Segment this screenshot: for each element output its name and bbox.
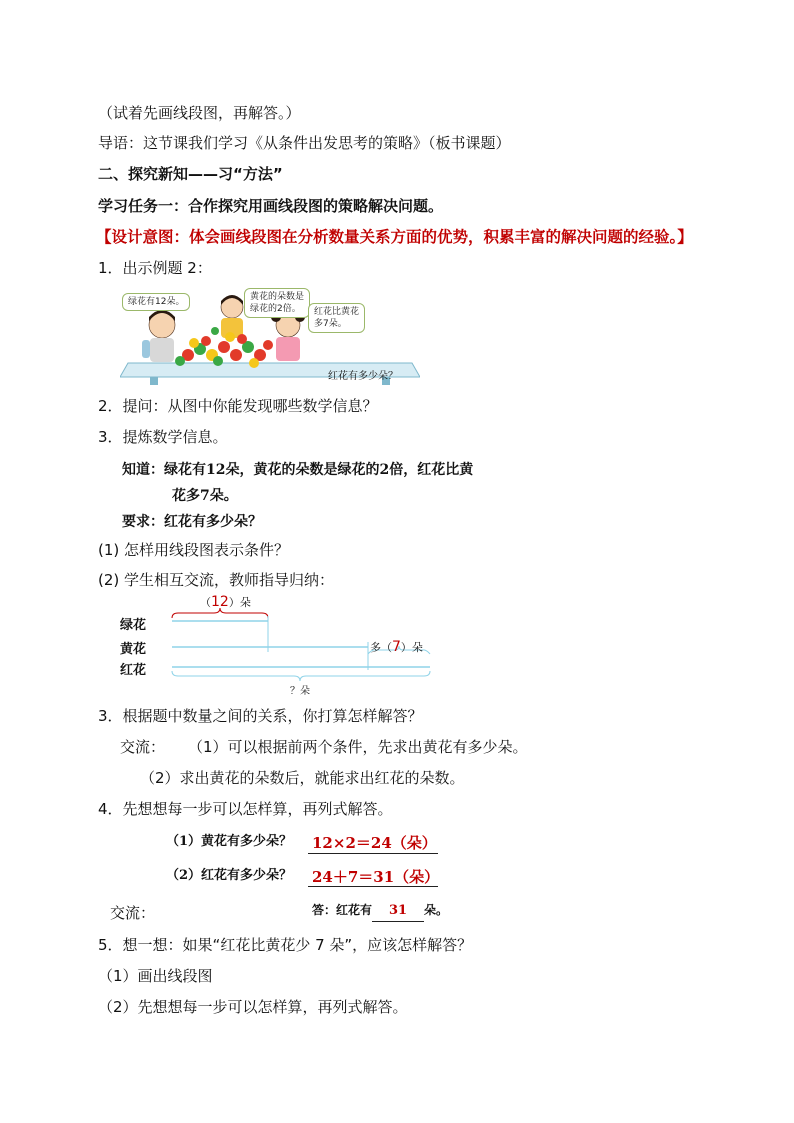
known-line-2: 花多7朵。	[172, 488, 238, 504]
step-5-1: （1）画出线段图	[98, 967, 213, 985]
more-count-value: 7	[392, 639, 401, 655]
exchange-label-1: 交流：	[120, 738, 166, 756]
step-4: 4．先想想每一步可以怎样算，再列式解答。	[98, 800, 393, 818]
green-count-label: （12）朵	[200, 594, 251, 610]
intro-text: 导语：这节课我们学习《从条件出发思考的策略》（板书课题）	[98, 134, 511, 152]
solution-q2: （2）红花有多少朵？	[166, 868, 293, 883]
bubble-red: 红花比黄花 多7朵。	[308, 303, 365, 333]
step-5-2: （2）先想想每一步可以怎样算，再列式解答。	[98, 998, 408, 1016]
sub-step-2: (2) 学生相互交流，教师指导归纳：	[98, 571, 335, 589]
eq1-underline	[308, 853, 438, 854]
step-2: 2．提问：从图中你能发现哪些数学信息？	[98, 397, 378, 415]
illustration-question: 红花有多少朵？	[328, 371, 398, 382]
exchange-point-1: （1）可以根据前两个条件，先求出黄花有多少朵。	[188, 738, 528, 756]
exchange-label-2: 交流：	[110, 904, 156, 922]
label-green: 绿花	[120, 618, 147, 633]
bubble-yellow: 黄花的朵数是 绿花的2倍。	[244, 288, 310, 318]
answer-value: 31	[372, 901, 424, 922]
solution-eq2: 24＋7＝31（朵）	[312, 868, 440, 886]
step-1: 1．出示例题 2：	[98, 259, 212, 277]
sub-step-1: (1) 怎样用线段图表示条件？	[98, 541, 290, 559]
total-label: ？朵	[290, 686, 310, 697]
task-heading: 学习任务一：合作探究用画线段图的策略解决问题。	[98, 197, 444, 215]
bubble-green: 绿花有12朵。	[122, 293, 190, 311]
more-count-label: 多（7）朵	[370, 639, 423, 655]
known-line-1: 知道：绿花有12朵，黄花的朵数是绿花的2倍，红花比黄	[122, 462, 474, 478]
step-3: 3．提炼数学信息。	[98, 428, 228, 446]
line-segment-diagram	[120, 594, 440, 700]
exchange-point-2: （2）求出黄花的朵数后，就能求出红花的朵数。	[140, 769, 465, 787]
solution-eq1: 12×2＝24（朵）	[312, 834, 437, 852]
section-heading: 二、探究新知——习“方法”	[98, 165, 283, 183]
solution-q1: （1）黄花有多少朵？	[166, 834, 293, 849]
ask-line: 要求：红花有多少朵？	[122, 514, 262, 530]
design-intent: 【设计意图：体会画线段图在分析数量关系方面的优势，积累丰富的解决问题的经验。】	[96, 228, 693, 246]
eq2-underline	[308, 886, 438, 887]
step-3b: 3．根据题中数量之间的关系，你打算怎样解答？	[98, 707, 423, 725]
step-5: 5．想一想：如果“红花比黄花少 7 朵”，应该怎样解答？	[98, 936, 473, 954]
answer-line: 答：红花有 31 朵。	[312, 900, 448, 922]
label-red: 红花	[120, 663, 147, 678]
green-count-value: 12	[211, 594, 229, 610]
note-draw-first: （试着先画线段图，再解答。）	[98, 104, 301, 122]
example-illustration	[120, 285, 420, 385]
label-yellow: 黄花	[120, 642, 147, 657]
